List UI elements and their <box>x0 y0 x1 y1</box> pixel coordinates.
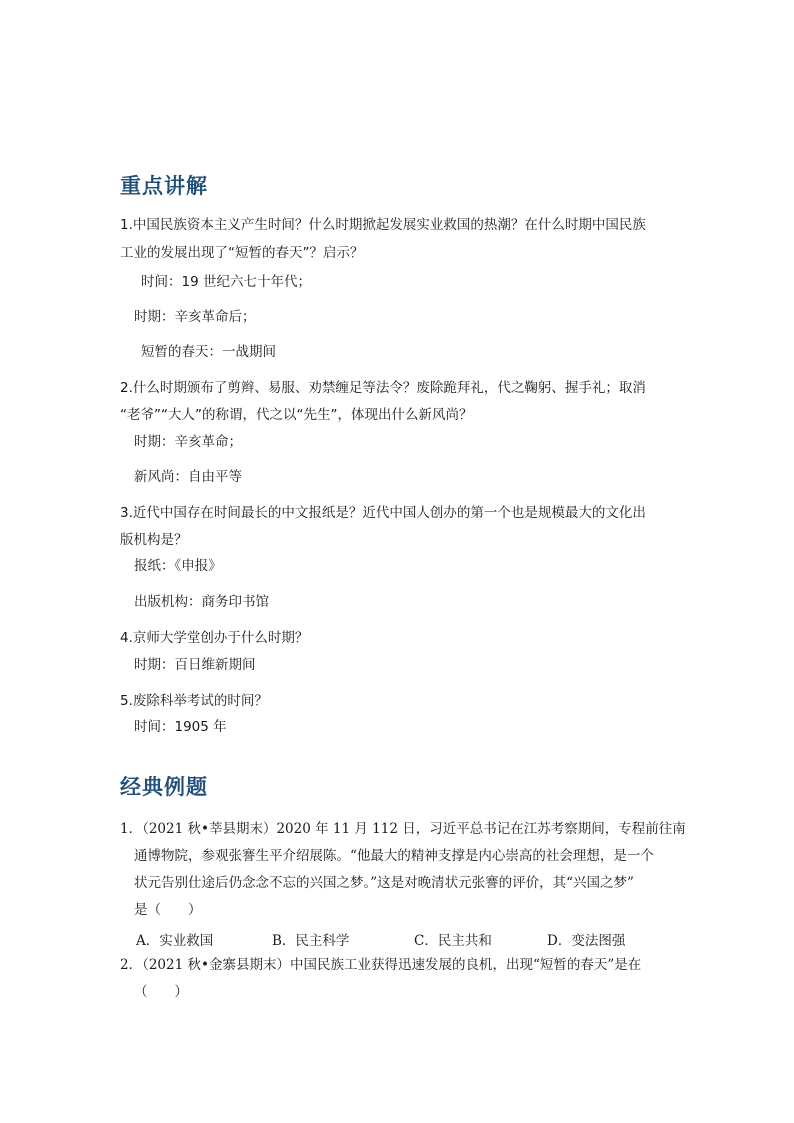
example-1-option-c: C．民主共和 <box>414 933 492 949</box>
question-3-line-2: 版机构是？ <box>120 532 188 548</box>
example-1-line-2: 通博物院，参观张謇生平介绍展陈。“他最大的精神支撑是内心崇高的社会理想，是一个 <box>134 848 654 864</box>
question-1-line-2: 工业的发展出现了“短暂的春天”？启示？ <box>120 245 364 261</box>
example-1-option-b: B．民主科学 <box>272 933 350 949</box>
section-heading-classic-examples: 经典例题 <box>120 775 208 799</box>
example-2-line-1: 2．（2021 秋•金寨县期末）中国民族工业获得迅速发展的良机，出现“短暂的春天”是在 <box>120 957 642 973</box>
example-1-line-1: 1．（2021 秋•莘县期末）2020 年 11 月 112 日，习近平总书记在江苏考察期间，专程前往南 <box>120 821 686 837</box>
answer-2-new-trend: 新风尚：自由平等 <box>134 469 242 485</box>
question-2-line-2: “老爷”“大人”的称谓，代之以“先生”，体现出什么新风尚？ <box>120 407 473 423</box>
question-3-line-1: 3.近代中国存在时间最长的中文报纸是？近代中国人创办的第一个也是规模最大的文化出 <box>120 505 646 521</box>
answer-5-time: 时间：1905 年 <box>134 719 227 735</box>
example-1-line-3: 状元告别仕途后仍念念不忘的兴国之梦。”这是对晚清状元张謇的评价，其“兴国之梦” <box>134 875 634 891</box>
question-4-line-1: 4.京师大学堂创办于什么时期？ <box>120 630 309 646</box>
answer-3-publisher: 出版机构：商务印书馆 <box>134 594 269 610</box>
answer-1-period: 时期：辛亥革命后； <box>134 309 256 325</box>
answer-1-time: 时间：19 世纪六七十年代； <box>141 274 311 290</box>
question-5-line-1: 5.废除科举考试的时间？ <box>120 693 268 709</box>
example-1-line-4: 是（ ） <box>134 902 202 918</box>
example-1-option-d: D．变法图强 <box>547 933 626 949</box>
example-2-line-2: （ ） <box>134 984 188 1000</box>
example-1-option-a: A．实业救国 <box>136 933 214 949</box>
answer-2-period: 时期：辛亥革命； <box>134 434 242 450</box>
section-heading-key-points: 重点讲解 <box>120 174 208 198</box>
answer-1-short-spring: 短暂的春天：一战期间 <box>141 344 276 360</box>
question-2-line-1: 2.什么时期颁布了剪辫、易服、劝禁缠足等法令？废除跪拜礼，代之鞠躬、握手礼；取消 <box>120 380 646 396</box>
answer-3-newspaper: 报纸：《申报》 <box>134 558 222 574</box>
answer-4-period: 时期：百日维新期间 <box>134 657 256 673</box>
question-1-line-1: 1.中国民族资本主义产生时间？什么时期掀起发展实业救国的热潮？在什么时期中国民族 <box>120 217 646 233</box>
